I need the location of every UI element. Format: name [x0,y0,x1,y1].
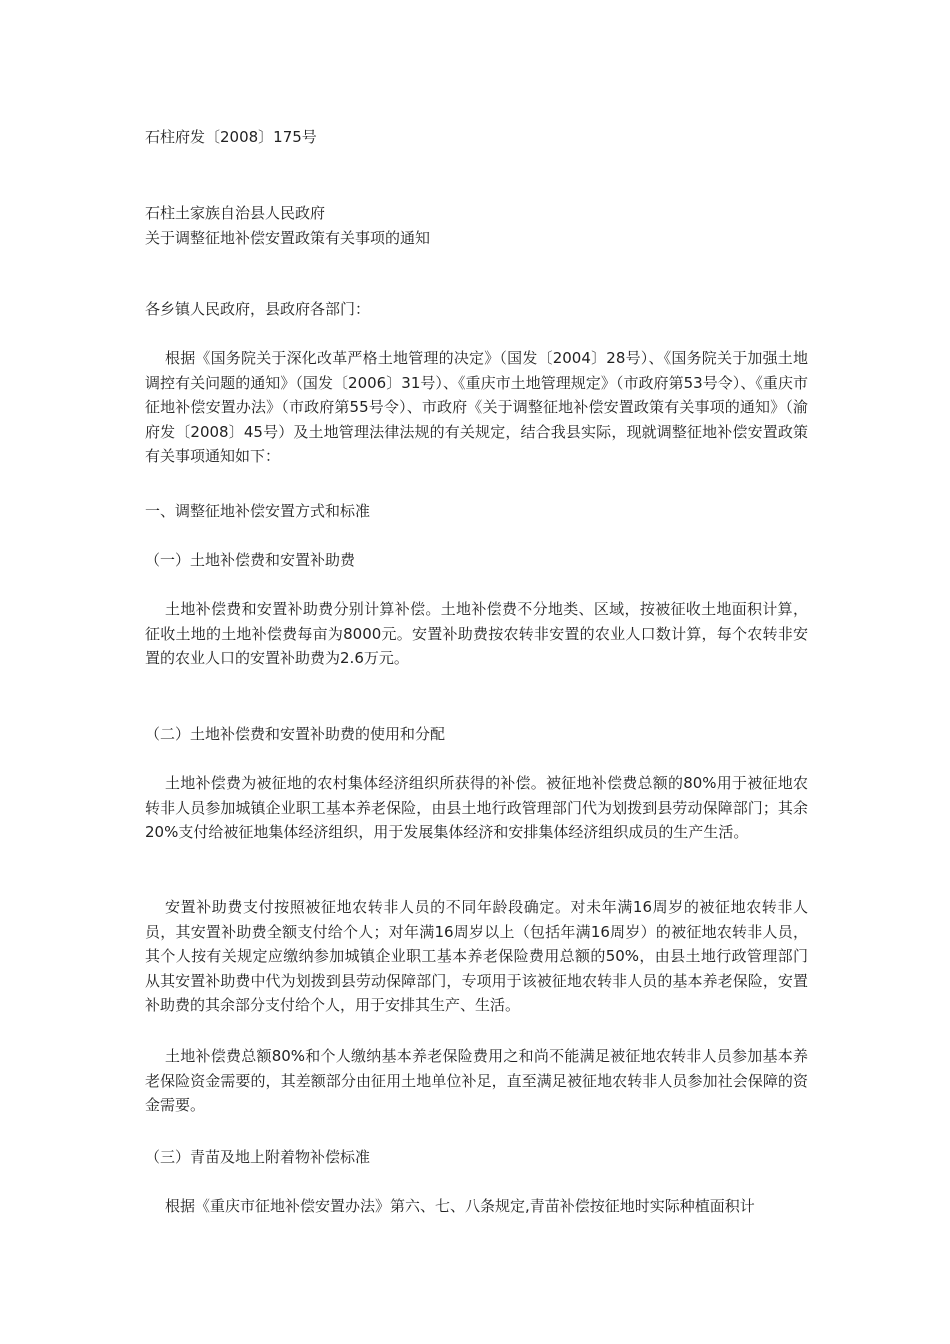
issuer-name: 石柱土家族自治县人民政府 [145,204,326,222]
document-number: 石柱府发〔2008〕175号 [145,128,317,146]
body-paragraph: 土地补偿费为被征地的农村集体经济组织所获得的补偿。被征地补偿费总额的80%用于被征地农转非人员参加城镇企业职工基本养老保险，由县土地行政管理部门代为划拨到县劳动保障部门；其余20%支付给被征地集体经济组织，用于发展集体经济和安排集体经济组织成员的生产生活。 [145,774,808,841]
document-title: 关于调整征地补偿安置政策有关事项的通知 [145,229,431,247]
body-paragraph: 土地补偿费总额80%和个人缴纳基本养老保险费用之和尚不能满足被征地农转非人员参加基本养老保险资金需要的，其差额部分由征用土地单位补足，直至满足被征地农转非人员参加社会保障的资金需要。 [145,1047,808,1114]
salutation: 各乡镇人民政府，县政府各部门： [145,300,371,318]
subsection-heading: （一）土地补偿费和安置补助费 [145,551,356,569]
body-paragraph: 土地补偿费和安置补助费分别计算补偿。土地补偿费不分地类、区域，按被征收土地面积计算，征收土地的土地补偿费每亩为8000元。安置补助费按农转非安置的农业人口数计算，每个农转非安置的农业人口的安置补助费为2.6万元。 [145,600,808,667]
intro-paragraph: 根据《国务院关于深化改革严格土地管理的决定》（国发〔2004〕28号）、《国务院关于加强土地调控有关问题的通知》（国发〔2006〕31号）、《重庆市土地管理规定》（市政府第53号令）、《重庆市征地补偿安置办法》（市政府第55号令）、市政府《关于调整征地补偿安置政策有关事项的通知》（渝府发〔2008〕45号）及土地管理法律法规的有关规定，结合我县实际，现就调整征地补偿安置政策有关事项通知如下： [145,349,808,465]
subsection-heading: （三）青苗及地上附着物补偿标准 [145,1148,371,1166]
subsection-heading: （二）土地补偿费和安置补助费的使用和分配 [145,725,446,743]
document-page [145,0,810,1344]
body-paragraph: 安置补助费支付按照被征地农转非人员的不同年龄段确定。对未年满16周岁的被征地农转非人员，其安置补助费全额支付给个人；对年满16周岁以上（包括年满16周岁）的被征地农转非人员，其个人按有关规定应缴纳参加城镇企业职工基本养老保险费用总额的50%，由县土地行政管理部门从其安置补助费中代为划拨到县劳动保障部门，专项用于该被征地农转非人员的基本养老保险，安置补助费的其余部分支付给个人，用于安排其生产、生活。 [145,898,808,1014]
section-heading: 一、调整征地补偿安置方式和标准 [145,502,371,520]
body-paragraph-partial: 根据《重庆市征地补偿安置办法》第六、七、八条规定,青苗补偿按征地时实际种植面积计 [165,1197,755,1215]
